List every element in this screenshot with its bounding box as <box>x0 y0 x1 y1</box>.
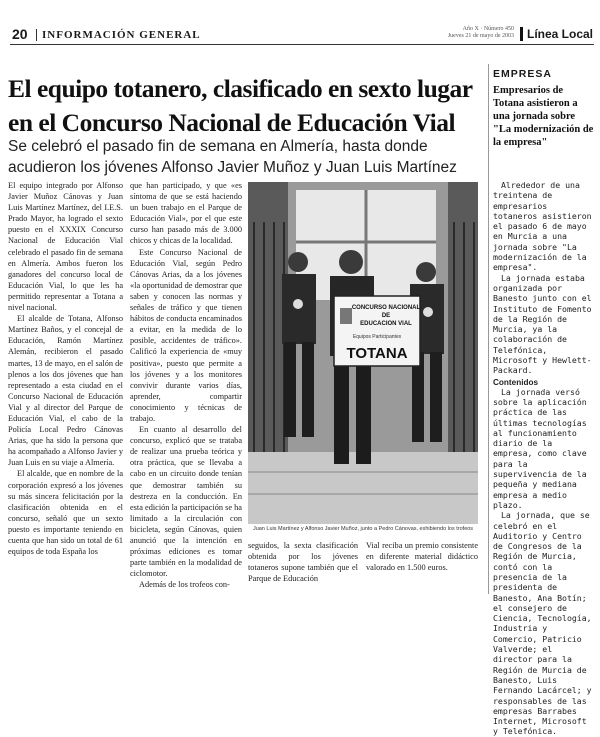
article-column-4 <box>366 540 478 573</box>
page-number: 20 <box>12 26 28 42</box>
sidebar-section: EMPRESA <box>493 68 552 80</box>
article-column-1 <box>8 180 123 557</box>
sign-town: TOTANA <box>346 345 408 362</box>
paragraph: Además de los trofeos con- <box>139 580 230 590</box>
article-headline: El equipo totanero, clasificado en sexto lugar en el Concurso Nacional de Educación Vial <box>8 74 473 137</box>
issue-info <box>410 26 514 40</box>
edition-name: Línea Local <box>520 27 593 41</box>
sign-text-1: CONCURSO NACIONAL <box>351 305 421 311</box>
paragraph: Alrededor de una treintena de empresarios totaneros asistieron el pasado 6 de mayo en Murcia a una jornada sobre "La modernización de la empresa". <box>493 180 592 273</box>
paragraph: que han participado, y que «es síntoma de que se está haciendo un buen trabajo en el Parque de Educación Vial», por el que este curso han pasado más de 3.000 chicos y chicas de la localidad. <box>130 181 242 246</box>
section-name: INFORMACIÓN GENERAL <box>36 29 201 41</box>
paragraph: Este Concurso Nacional de Educación Vial, según Pedro Cánovas Arias, da a los jóvenes «la oportunidad de demostrar que saben y conocen las normas y señales de tráfico y que tienen hábitos de conducta encaminados a evitar, en la medida de lo posible, accidentes de tráfico». Calificó la experiencia de «muy positiva», puesto que permite a los jóvenes y a los monitores convivir durante varios días, aprender, compartir conocimiento y técnicas de trabajo. <box>130 247 242 423</box>
paragraph: El equipo integrado por Alfonso Javier Muñoz Cánovas y Juan Luis Martínez Martínez, del I.E.S. Prado Mayor, ha logrado el sexto puesto en el XXXIX Concurso Nacional de Educación Vial celebrado el pasado fin de semana en Almería. Ambos fueron los ganadores del concurso local de Educación Vial, lo que les ha permitido representar a Totana a nivel nacional. <box>8 181 123 313</box>
article-column-3 <box>248 540 358 584</box>
sign-text-3: EDUCACION VIAL <box>360 321 412 327</box>
photo-illustration <box>248 182 478 524</box>
paragraph: seguidos, la sexta clasificación obtenida por los jóvenes totaneros supone también que el Parque de Educación <box>248 541 358 584</box>
sidebar-body <box>493 180 595 737</box>
sidebar-subheading: Contenidos <box>493 377 539 387</box>
article-subheadline: Se celebró el pasado fin de semana en Almería, hasta donde acudieron los jóvenes Alfonso Javier Muñoz y Juan Luis Martínez <box>8 138 457 176</box>
sidebar-title: Empresarios de Totana asistieron a una jornada sobre "La modernización de la empresa" <box>493 85 594 148</box>
sign-text-2: DE <box>381 313 391 319</box>
paragraph: El alcalde, que en nombre de la corporación expresó a los jóvenes su más sincera felicitación por la clasificación obtenida en el concurso, señaló que un sexto puesto es importante teniendo en cuenta que han sido un total de 61 equipos de toda España los <box>8 469 123 557</box>
article-photo <box>248 182 478 524</box>
issue-line-1: Año X · Número 450 <box>462 26 514 32</box>
sidebar-news <box>488 64 597 737</box>
page-header <box>10 28 594 45</box>
sign-text-4: Equipos Participantes <box>352 334 402 340</box>
paragraph: En cuanto al desarrollo del concurso, explicó que se trataba de realizar una prueba teórica y otra práctica, que se llevaba a cabo en un circuito donde tenían que demostrar también su destreza en la conducción. En esta edición la participación se ha limitado a la circulación con bicicleta, según Cánovas, quien anunció que la intención en próximas ediciones es tomar parte también en la modalidad de ciclomotor. <box>130 425 242 579</box>
paragraph: La jornada, que se celebró en el Auditorio y Centro de Congresos de la Región de Murcia, contó con la presencia de la presidenta de Banesto, Ana Botín; el consejero de Ciencia, Tecnología, Industria y Comercio, Patricio Valverde; el director para la Región de Murcia de Banesto, Luis Fernando Lacárcel; y responsables de las empresas Barrabes Internet, Microsoft y Telefónica. <box>493 510 592 737</box>
paragraph: La jornada estaba organizada por Banesto junto con el Instituto de Fomento de la Región de Murcia, ya la colaboración de Telefónica, Microsoft y Hewlett-Packard. <box>493 272 592 376</box>
issue-line-2: Jueves 21 de mayo de 2003 <box>447 33 514 39</box>
paragraph: La jornada versó sobre la aplicación práctica de las últimas tecnologías al funcionamiento diario de la empresa, como clave para la supervivencia de la pequeña y mediana empresa a medio plazo. <box>493 386 587 510</box>
article-column-2 <box>130 180 242 590</box>
paragraph: Vial reciba un premio consistente en diferente material didáctico valorado en 1.500 euros. <box>366 541 478 573</box>
photo-caption: Juan Luis Martínez y Alfonso Javier Muñoz, junto a Pedro Cánovas, exhibiendo los trofeos <box>252 526 474 532</box>
paragraph: El alcalde de Totana, Alfonso Martínez Baños, y el concejal de Educación, Ramón Martínez Alemán, recibieron el pasado martes, 13 de mayo, en el salón de plenos a los dos jóvenes que han representado a esta ciudad en el Concurso Nacional de Educación Vial y al director del Parque de Educación Vial, el cabo de la Policía Local Pedro Cánovas Arias, que ha sido la persona que ha acompañado a Alfonso Javier y Juan Luis en su viaje a Almería. <box>8 314 123 468</box>
